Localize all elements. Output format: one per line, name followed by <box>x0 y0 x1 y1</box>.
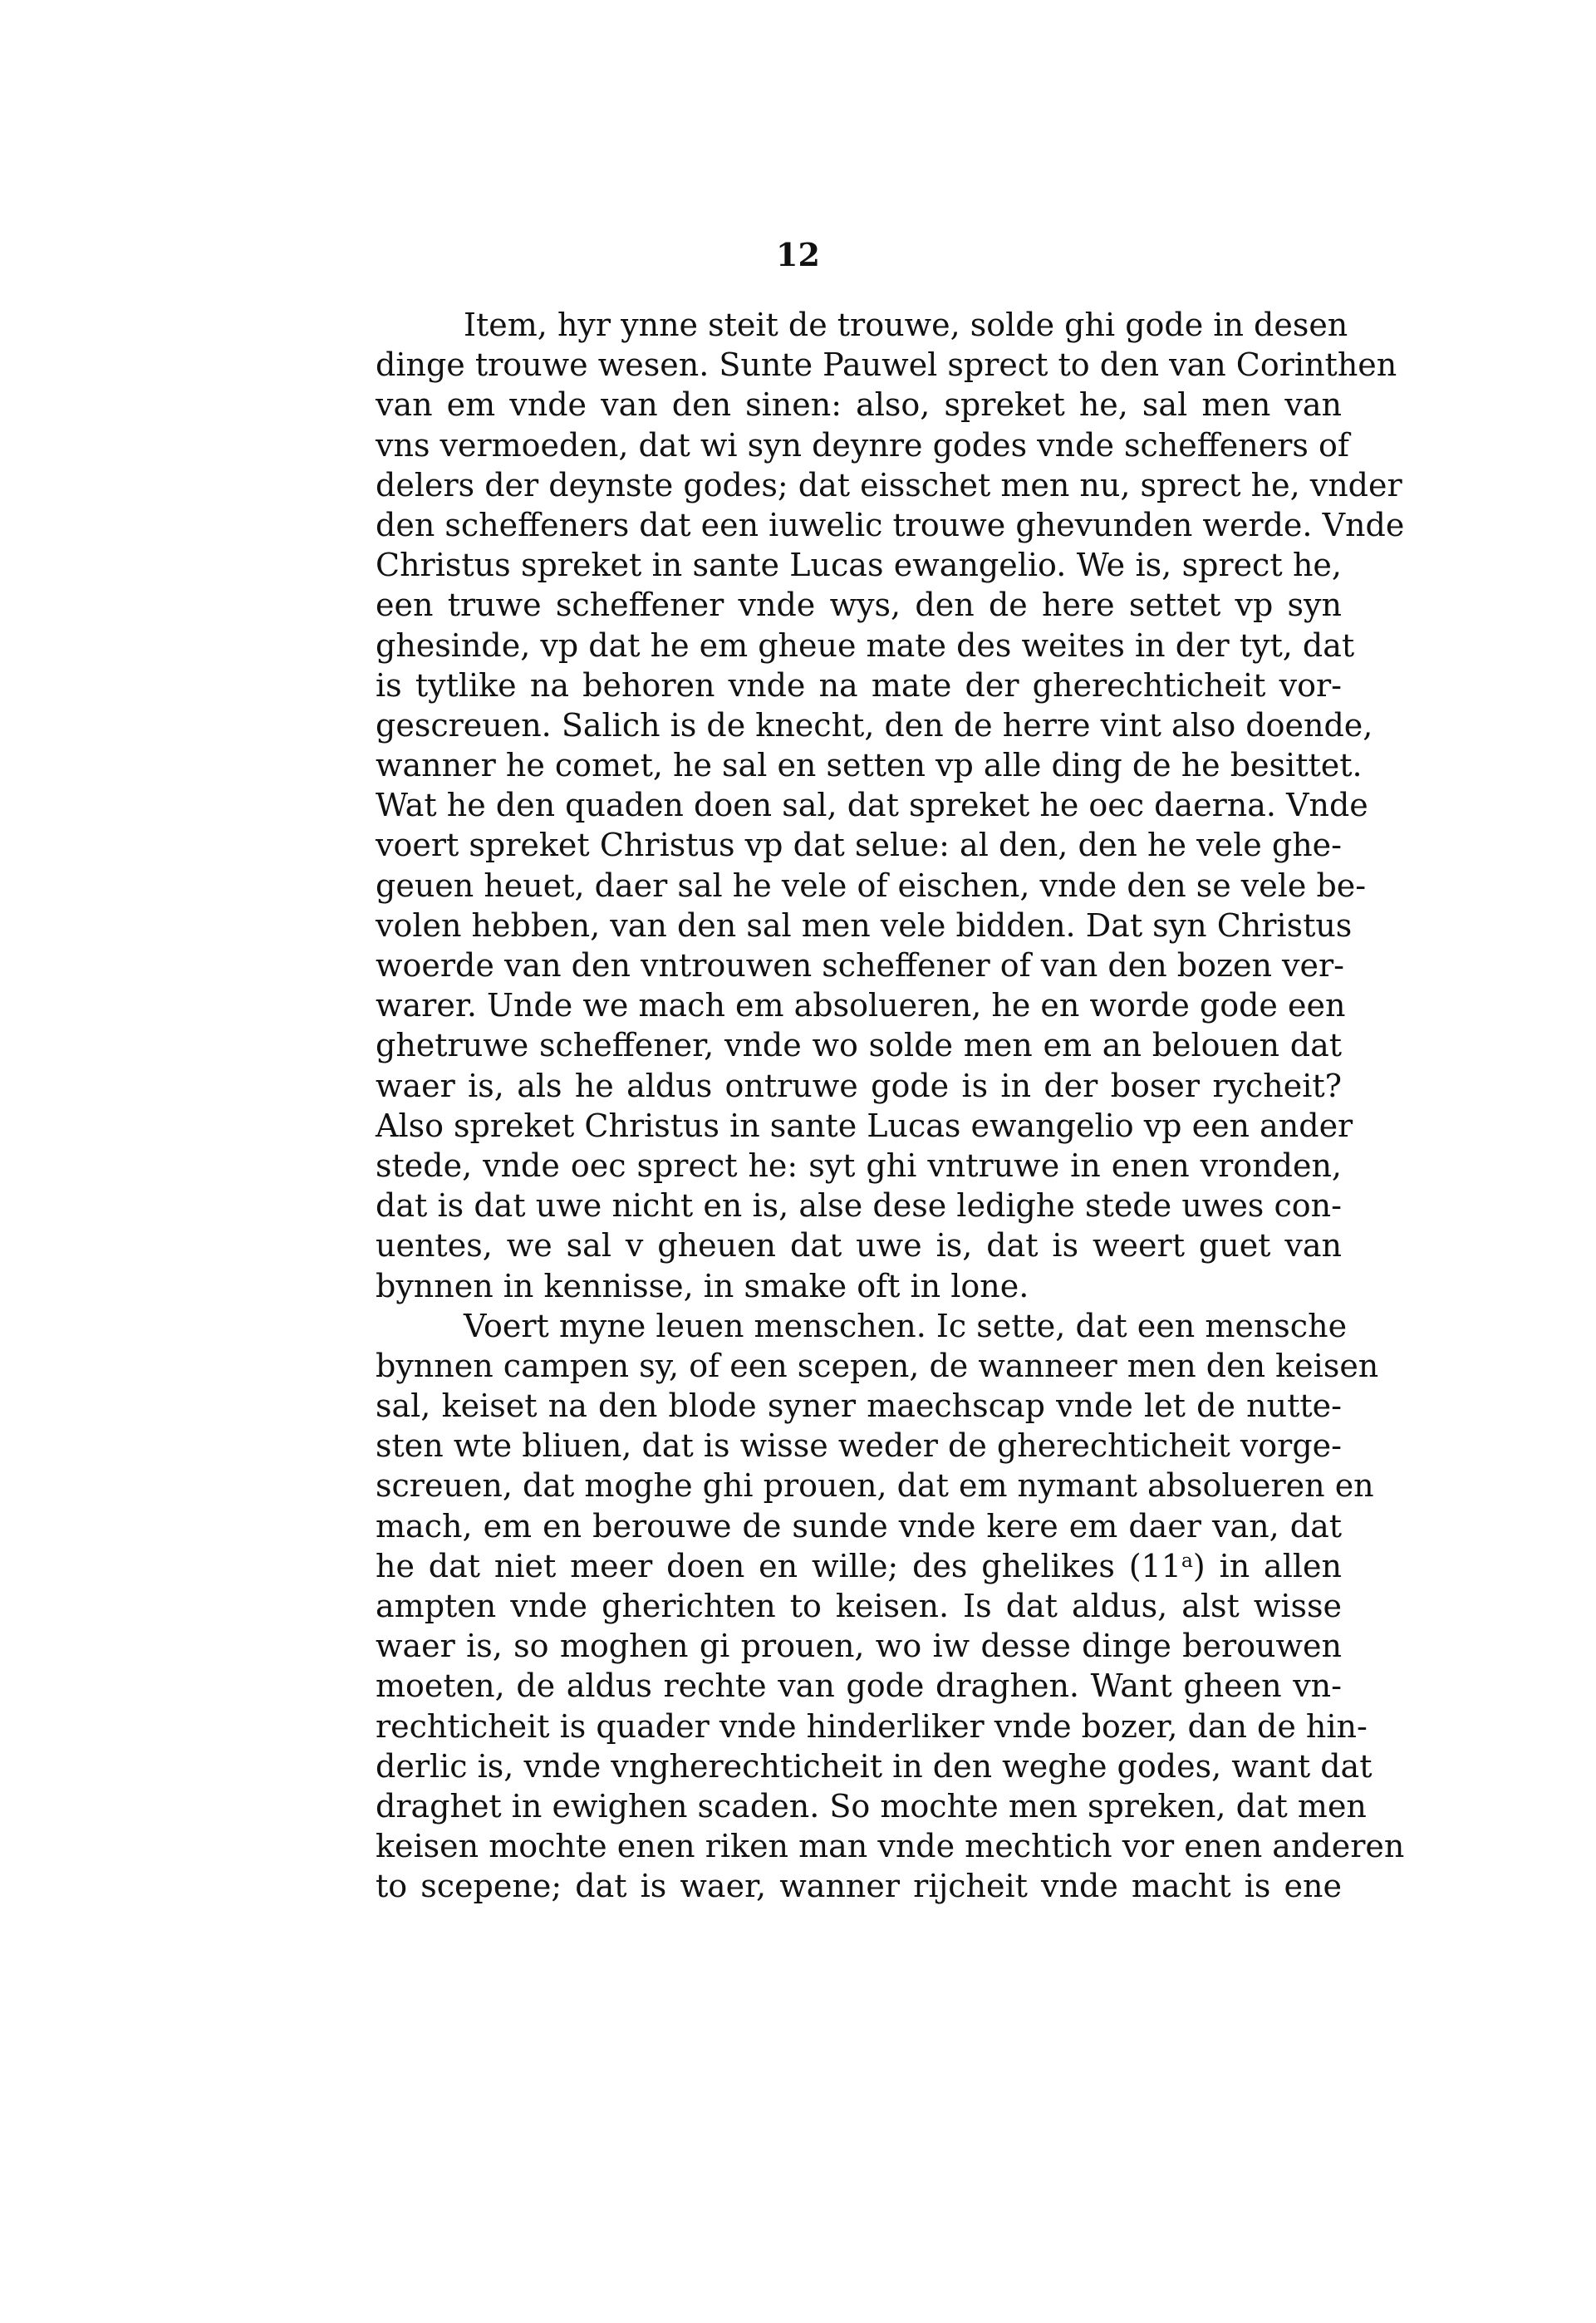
page-number: 12 <box>776 236 820 273</box>
text-line: sal, keiset na den blode syner maechscap vnde let de nutte- <box>376 1387 1342 1425</box>
text-line: ghetruwe scheffener, vnde wo solde men em an belouen dat <box>376 1027 1342 1064</box>
text-line: Wat he den quaden doen sal, dat spreket he oec daerna. Vnde <box>376 787 1368 824</box>
text-line: waer is, so moghen gi prouen, wo iw desse dinge berouwen <box>376 1628 1342 1665</box>
text-line: den scheffeners dat een iuwelic trouwe ghevunden werde. Vnde <box>376 506 1405 543</box>
text-line: gescreuen. Salich is de knecht, den de herre vint also doende, <box>376 706 1373 744</box>
text-line: van em vnde van den sinen: also, spreket he, sal men van <box>376 386 1342 424</box>
text-line: derlic is, vnde vngherechticheit in den weghe godes, want dat <box>376 1747 1373 1785</box>
text-line: Christus spreket in sante Lucas ewangelio. We is, sprect he, <box>376 547 1342 584</box>
text-line: Item, hyr ynne steit de trouwe, solde ghi gode in desen <box>464 307 1348 343</box>
text-line: volen hebben, van den sal men vele bidden. Dat syn Christus <box>376 906 1353 944</box>
text-line: woerde van den vntrouwen scheffener of van den bozen ver- <box>376 947 1345 984</box>
text-line: wanner he comet, he sal en setten vp alle ding de he besittet. <box>376 747 1363 784</box>
text-line: moeten, de aldus rechte van gode draghen. Want gheen vn- <box>376 1667 1342 1705</box>
text-line: Also spreket Christus in sante Lucas ewangelio vp een ander <box>376 1107 1353 1144</box>
text-line: warer. Unde we mach em absolueren, he en worde gode een <box>376 987 1346 1024</box>
text-line: screuen, dat moghe ghi prouen, dat em nymant absolueren en <box>376 1467 1374 1505</box>
body-text <box>376 305 1405 1907</box>
text-line: vns vermoeden, dat wi syn deynre godes vnde scheffeners of <box>376 426 1349 464</box>
text-line: stede, vnde oec sprect he: syt ghi vntruwe in enen vronden, <box>376 1147 1342 1184</box>
text-line: keisen mochte enen riken man vnde mechtich vor enen anderen <box>376 1828 1405 1865</box>
text-line: bynnen in kennisse, in smake oft in lone. <box>376 1267 1029 1304</box>
text-line: geuen heuet, daer sal he vele of eischen, vnde den se vele be- <box>376 867 1367 904</box>
text-line: sten wte bliuen, dat is wisse weder de gherechticheit vorge- <box>376 1427 1342 1465</box>
text-line: ampten vnde gherichten to keisen. Is dat aldus, alst wisse <box>376 1588 1342 1624</box>
text-line: voert spreket Christus vp dat selue: al den, den he vele ghe- <box>376 827 1342 864</box>
text-line: dinge trouwe wesen. Sunte Pauwel sprect to den van Corinthen <box>376 346 1397 384</box>
text-line: waer is, als he aldus ontruwe gode is in der boser rycheit? <box>376 1067 1342 1104</box>
text-line: draghet in ewighen scaden. So mochte men spreken, dat men <box>376 1787 1367 1825</box>
text-line: bynnen campen sy, of een scepen, de wanneer men den keisen <box>376 1347 1379 1384</box>
text-line: is tytlike na behoren vnde na mate der gherechticheit vor- <box>376 666 1342 704</box>
text-line-with-footnote <box>376 1546 1342 1586</box>
text-line: uentes, we sal v gheuen dat uwe is, dat is weert guet van <box>376 1227 1342 1265</box>
footnote-mark: a <box>1181 1549 1193 1573</box>
text-segment: ) in allen <box>1192 1547 1342 1584</box>
text-line: delers der deynste godes; dat eisschet men nu, sprect he, vnder <box>376 466 1402 503</box>
text-segment: he dat niet meer doen en wille; des ghelikes (11 <box>376 1547 1181 1584</box>
paragraph-1 <box>376 305 1405 1306</box>
text-line: to scepene; dat is waer, wanner rijcheit vnde macht is ene <box>376 1868 1342 1905</box>
paragraph-2 <box>376 1306 1405 1907</box>
text-line: rechticheit is quader vnde hinderliker vnde bozer, dan de hin- <box>376 1707 1368 1745</box>
text-line: Voert myne leuen menschen. Ic sette, dat een mensche <box>464 1307 1348 1344</box>
text-line: dat is dat uwe nicht en is, alse dese ledighe stede uwes con- <box>376 1187 1342 1225</box>
text-line: ghesinde, vp dat he em gheue mate des weites in der tyt, dat <box>376 626 1355 664</box>
text-line: mach, em en berouwe de sunde vnde kere em daer van, dat <box>376 1507 1342 1545</box>
text-line: een truwe scheffener vnde wys, den de here settet vp syn <box>376 587 1342 624</box>
